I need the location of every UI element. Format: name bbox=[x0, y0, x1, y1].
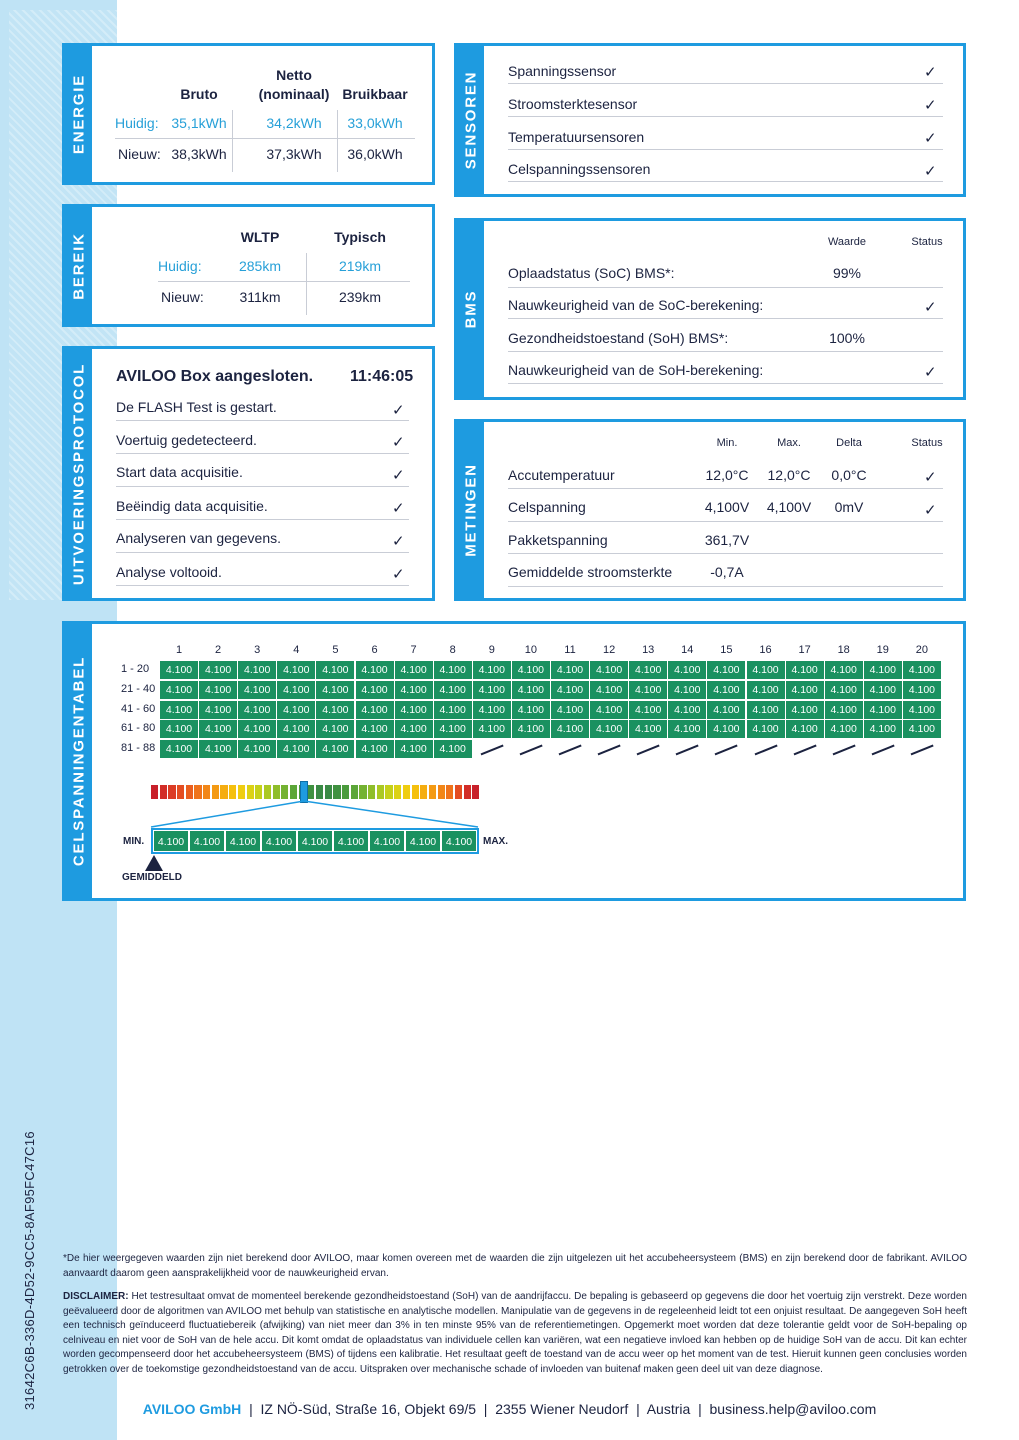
cell-voltage: 4.100 bbox=[707, 701, 745, 719]
bms-col-value: Waarde bbox=[827, 236, 867, 248]
row-label: 1 - 20 bbox=[121, 663, 150, 675]
cell-voltage: 4.100 bbox=[668, 701, 706, 719]
gradient-segment bbox=[290, 785, 297, 799]
column-number: 10 bbox=[524, 644, 538, 656]
cell-voltage: 4.100 bbox=[238, 701, 276, 719]
protocol-panel bbox=[62, 346, 435, 601]
cell-voltage: 4.100 bbox=[864, 701, 902, 719]
cell-voltage: 4.100 bbox=[277, 701, 315, 719]
metingen-title: METINGEN bbox=[462, 463, 479, 557]
scale-cell: 4.100 bbox=[225, 830, 261, 852]
cell-voltage: 4.100 bbox=[629, 681, 667, 699]
column-number: 1 bbox=[175, 644, 183, 656]
energie-new-label: Nieuw: bbox=[118, 146, 161, 162]
column-number: 8 bbox=[449, 644, 456, 656]
bms-soc-label: Oplaadstatus (SoC) BMS*: bbox=[508, 265, 675, 281]
cell-voltage: 4.100 bbox=[160, 661, 198, 679]
sensor-item: Celspanningssensoren bbox=[508, 161, 651, 177]
cell-voltage: 4.100 bbox=[668, 661, 706, 679]
protocol-time: 11:46:05 bbox=[350, 368, 414, 385]
gradient-segment bbox=[316, 785, 323, 799]
cell-voltage: 4.100 bbox=[825, 720, 863, 738]
gradient-segment bbox=[238, 785, 245, 799]
cell-voltage: 4.100 bbox=[277, 740, 315, 758]
column-number: 6 bbox=[371, 644, 378, 656]
scale-cell: 4.100 bbox=[297, 830, 333, 852]
cell-voltage: 4.100 bbox=[864, 681, 902, 699]
empty-cell-dash bbox=[480, 745, 503, 755]
sensor-item: Spanningssensor bbox=[508, 63, 617, 79]
celspanning-panel bbox=[62, 621, 966, 901]
footer-address: | IZ NÖ-Süd, Straße 16, Objekt 69/5 | 2355 Wiener Neudorf | Austria | business.help@aviloo.com bbox=[241, 1401, 877, 1417]
scale-cell: 4.100 bbox=[405, 830, 441, 852]
column-number: 15 bbox=[720, 644, 733, 656]
check-icon: ✓ bbox=[924, 469, 937, 486]
gradient-segment bbox=[359, 785, 366, 799]
gradient-segment bbox=[151, 785, 158, 799]
empty-cell-dash bbox=[598, 745, 621, 755]
footer bbox=[0, 1401, 1019, 1417]
cell-voltage: 4.100 bbox=[160, 720, 198, 738]
energie-current-netto: 34,2kWh bbox=[266, 115, 322, 131]
energie-current-bruto: 35,1kWh bbox=[171, 115, 227, 131]
bms-soc-accuracy-label: Nauwkeurigheid van de SoC-berekening: bbox=[508, 297, 764, 313]
bereik-title: BEREIK bbox=[70, 231, 87, 300]
bereik-current-wltp: 285km bbox=[238, 258, 282, 274]
column-number: 12 bbox=[602, 644, 616, 656]
gradient-segment bbox=[351, 785, 358, 799]
cell-voltage: 4.100 bbox=[238, 661, 276, 679]
column-number: 3 bbox=[254, 644, 261, 656]
scale-row bbox=[151, 828, 479, 854]
cell-voltage: 4.100 bbox=[707, 720, 745, 738]
gradient-segment bbox=[377, 785, 384, 799]
gradient-segment bbox=[394, 785, 401, 799]
gradient-segment bbox=[412, 785, 419, 799]
metingen-row-label: Pakketspanning bbox=[508, 532, 608, 548]
bms-soc-value: 99% bbox=[832, 265, 862, 281]
energie-new-bruikbaar: 36,0kWh bbox=[347, 146, 403, 162]
metingen-min: 4,100V bbox=[704, 499, 750, 515]
gradient-segment bbox=[429, 785, 436, 799]
cell-voltage: 4.100 bbox=[864, 661, 902, 679]
check-icon: ✓ bbox=[924, 364, 937, 381]
bms-soh-accuracy-label: Nauwkeurigheid van de SoH-berekening: bbox=[508, 362, 764, 378]
cell-voltage: 4.100 bbox=[786, 681, 824, 699]
empty-cell-dash bbox=[832, 745, 855, 755]
cell-voltage: 4.100 bbox=[590, 681, 628, 699]
cell-voltage: 4.100 bbox=[786, 701, 824, 719]
protocol-step: Analyseren van gegevens. bbox=[116, 530, 281, 546]
check-icon: ✓ bbox=[924, 299, 937, 316]
column-number: 2 bbox=[215, 644, 222, 656]
empty-cell-dash bbox=[754, 745, 777, 755]
sensor-item: Stroomsterktesensor bbox=[508, 96, 638, 112]
empty-cell-dash bbox=[676, 745, 699, 755]
energie-title: ENERGIE bbox=[70, 73, 87, 155]
gradient-segment bbox=[464, 785, 471, 799]
cell-voltage: 4.100 bbox=[668, 720, 706, 738]
column-number: 11 bbox=[564, 644, 576, 656]
cell-voltage: 4.100 bbox=[160, 701, 198, 719]
energie-tab bbox=[65, 46, 92, 182]
scale-cell: 4.100 bbox=[261, 830, 297, 852]
check-icon: ✓ bbox=[392, 533, 405, 550]
cell-voltage: 4.100 bbox=[160, 740, 198, 758]
cell-voltage: 4.100 bbox=[473, 661, 511, 679]
cell-voltage: 4.100 bbox=[551, 681, 589, 699]
gradient-segment bbox=[385, 785, 392, 799]
bms-soh-label: Gezondheidstoestand (SoH) BMS*: bbox=[508, 330, 729, 346]
cell-voltage: 4.100 bbox=[786, 661, 824, 679]
row-label: 81 - 88 bbox=[121, 742, 156, 755]
empty-cell-dash bbox=[910, 745, 933, 755]
gradient-segment bbox=[281, 785, 288, 799]
gradient-segment bbox=[203, 785, 210, 799]
bms-tab bbox=[457, 221, 484, 397]
gradient-segment bbox=[403, 785, 410, 799]
scale-cell: 4.100 bbox=[441, 830, 477, 852]
column-number: 13 bbox=[642, 644, 655, 656]
check-icon: ✓ bbox=[924, 64, 937, 81]
check-icon: ✓ bbox=[392, 500, 405, 517]
column-number: 20 bbox=[915, 644, 929, 656]
gradient-segment bbox=[212, 785, 219, 799]
cell-voltage: 4.100 bbox=[356, 720, 394, 738]
cell-voltage: 4.100 bbox=[395, 740, 433, 758]
cell-voltage: 4.100 bbox=[434, 720, 472, 738]
cell-voltage: 4.100 bbox=[747, 681, 785, 699]
check-icon: ✓ bbox=[924, 163, 937, 180]
scale-cell: 4.100 bbox=[189, 830, 225, 852]
cell-voltage: 4.100 bbox=[903, 701, 941, 719]
cell-voltage: 4.100 bbox=[199, 661, 237, 679]
cell-voltage: 4.100 bbox=[356, 701, 394, 719]
protocol-step: Start data acquisitie. bbox=[116, 464, 243, 480]
energie-header-bruikbaar: Bruikbaar bbox=[342, 86, 408, 102]
gradient-segment bbox=[160, 785, 167, 799]
cell-voltage: 4.100 bbox=[512, 720, 550, 738]
metingen-row-label: Accutemperatuur bbox=[508, 467, 615, 483]
cell-voltage: 4.100 bbox=[434, 740, 472, 758]
metingen-max: 12,0°C bbox=[767, 467, 811, 483]
cell-voltage: 4.100 bbox=[160, 681, 198, 699]
empty-cell-dash bbox=[871, 745, 894, 755]
cell-voltage: 4.100 bbox=[277, 661, 315, 679]
zoom-lines bbox=[145, 799, 485, 829]
check-icon: ✓ bbox=[924, 130, 937, 147]
bms-panel bbox=[454, 218, 966, 400]
cell-voltage: 4.100 bbox=[668, 681, 706, 699]
gradient-segment bbox=[342, 785, 349, 799]
bms-col-status: Status bbox=[911, 236, 943, 248]
check-icon: ✓ bbox=[924, 502, 937, 519]
gradient-segment bbox=[168, 785, 175, 799]
cell-voltage: 4.100 bbox=[786, 720, 824, 738]
check-icon: ✓ bbox=[924, 97, 937, 114]
cell-voltage: 4.100 bbox=[747, 701, 785, 719]
cell-voltage: 4.100 bbox=[199, 701, 237, 719]
bereik-current-label: Huidig: bbox=[158, 258, 202, 274]
cell-voltage: 4.100 bbox=[512, 661, 550, 679]
protocol-step: Analyse voltooid. bbox=[116, 564, 222, 580]
metingen-min: 361,7V bbox=[704, 532, 750, 548]
cell-voltage: 4.100 bbox=[512, 681, 550, 699]
cell-voltage: 4.100 bbox=[316, 720, 354, 738]
cell-voltage: 4.100 bbox=[825, 701, 863, 719]
energie-current-label: Huidig: bbox=[115, 115, 159, 131]
bereik-panel bbox=[62, 204, 435, 327]
cell-voltage: 4.100 bbox=[434, 681, 472, 699]
metingen-delta: 0,0°C bbox=[831, 467, 867, 483]
cell-voltage: 4.100 bbox=[629, 701, 667, 719]
metingen-col-status: Status bbox=[911, 437, 943, 449]
column-number: 14 bbox=[681, 644, 694, 656]
metingen-min: 12,0°C bbox=[705, 467, 749, 483]
cell-voltage: 4.100 bbox=[434, 661, 472, 679]
check-icon: ✓ bbox=[392, 467, 405, 484]
column-number: 4 bbox=[293, 644, 300, 656]
row-label: 21 - 40 bbox=[121, 682, 156, 695]
cell-voltage: 4.100 bbox=[238, 681, 276, 699]
gradient-segment bbox=[446, 785, 453, 799]
metingen-min: -0,7A bbox=[710, 564, 744, 580]
empty-cell-dash bbox=[637, 745, 660, 755]
energie-new-netto: 37,3kWh bbox=[266, 146, 322, 162]
bereik-current-typisch: 219km bbox=[338, 258, 382, 274]
cell-voltage: 4.100 bbox=[707, 681, 745, 699]
celspanning-title: CELSPANNINGENTABEL bbox=[70, 655, 87, 867]
protocol-tab bbox=[65, 349, 92, 598]
energie-header-bruto: Bruto bbox=[180, 86, 218, 102]
gradient-segment bbox=[455, 785, 462, 799]
cell-voltage: 4.100 bbox=[395, 720, 433, 738]
gradient-segment bbox=[186, 785, 193, 799]
voltage-gradient-bar bbox=[151, 785, 481, 799]
metingen-row-label: Gemiddelde stroomsterkte bbox=[508, 564, 673, 580]
metingen-col-min: Min. bbox=[716, 437, 738, 449]
gradient-segment bbox=[325, 785, 332, 799]
cell-voltage: 4.100 bbox=[629, 720, 667, 738]
disclaimer bbox=[63, 1290, 967, 1377]
gradient-segment bbox=[472, 785, 479, 799]
metingen-tab bbox=[457, 422, 484, 598]
document-id: 31642C6B-336D-4D52-9CC5-8AF95FC47C16 bbox=[22, 1131, 37, 1410]
gradient-segment bbox=[438, 785, 445, 799]
sensoren-panel bbox=[454, 43, 966, 197]
metingen-col-delta: Delta bbox=[836, 437, 862, 449]
metingen-delta: 0mV bbox=[834, 499, 864, 515]
cell-voltage: 4.100 bbox=[395, 661, 433, 679]
disclaimer-text: Het testresultaat omvat de momenteel berekende gezondheidstoestand (SoH) van de aandrijfaccu. De bepaling is gebaseerd op gegevens die door het voertuig zijn verstrekt. Deze worden geëvalueerd door de algoritmen van AVILOO met behulp van statistische en analytische modellen. Manipulatie van de gegevens in de regeleenheid leidt tot een onjuist resultaat. De aangegeven SoH heeft een technisch geïnduceerd fluctuatiebereik (afwijking) van niet meer dan 3% in ten minste 95% van de referentiemetingen. Opgemerkt moet worden dat deze tolerantie geldt voor de SoH-bepaling op celniveau en niet voor de SoH van de hele accu. Dit komt omdat de oplaadstatus van individuele cellen kan variëren, wat een negatieve invloed kan hebben op de huidige SoH van de accu. Dit kan echter worden gecompenseerd door het accubeheersysteem (BMS) of tijdens een kalibratie. Het resultaat geeft de toestand van de accu weer op het moment van de test. Hieruit kunnen geen conclusies worden getrokken over de toekomstige gezondheidstoestand van de accu. Uitspraken over mechanische schade of invloeden van buitenaf maken geen deel uit van deze diagnose. bbox=[63, 1291, 967, 1375]
cell-voltage: 4.100 bbox=[199, 720, 237, 738]
gradient-segment bbox=[247, 785, 254, 799]
cell-voltage: 4.100 bbox=[316, 661, 354, 679]
energie-current-bruikbaar: 33,0kWh bbox=[347, 115, 403, 131]
bms-soh-value: 100% bbox=[829, 330, 865, 346]
column-number: 16 bbox=[759, 644, 772, 656]
cell-voltage: 4.100 bbox=[356, 661, 394, 679]
cell-voltage-grid bbox=[65, 624, 965, 764]
average-label: GEMIDDELD bbox=[122, 872, 182, 883]
scale-min-label: MIN. bbox=[123, 836, 145, 847]
gradient-segment bbox=[220, 785, 227, 799]
metingen-panel bbox=[454, 419, 966, 601]
bereik-header-typisch: Typisch bbox=[334, 229, 386, 245]
cell-voltage: 4.100 bbox=[590, 720, 628, 738]
cell-voltage: 4.100 bbox=[590, 701, 628, 719]
disclaimer-label: DISCLAIMER: bbox=[63, 1291, 129, 1302]
cell-voltage: 4.100 bbox=[747, 720, 785, 738]
bereik-tab bbox=[65, 207, 92, 324]
metingen-row-label: Celspanning bbox=[508, 499, 586, 515]
sensor-item: Temperatuursensoren bbox=[508, 129, 645, 145]
cell-voltage: 4.100 bbox=[316, 681, 354, 699]
cell-voltage: 4.100 bbox=[316, 701, 354, 719]
gradient-segment bbox=[333, 785, 340, 799]
gradient-segment bbox=[194, 785, 201, 799]
metingen-max: 4,100V bbox=[766, 499, 812, 515]
cell-voltage: 4.100 bbox=[747, 661, 785, 679]
gradient-segment bbox=[229, 785, 236, 799]
cell-voltage: 4.100 bbox=[473, 720, 511, 738]
cell-voltage: 4.100 bbox=[903, 681, 941, 699]
footnote: *De hier weergegeven waarden zijn niet berekend door AVILOO, maar komen overeen met de waarden die zijn uitgelezen uit het accubeheersysteem (BMS) en zijn berekend door de fabrikant. AVILOO aanvaardt daarom geen aansprakelijkheid voor de nauwkeurigheid ervan. bbox=[63, 1253, 967, 1279]
cell-voltage: 4.100 bbox=[473, 681, 511, 699]
bms-title: BMS bbox=[462, 289, 479, 329]
cell-voltage: 4.100 bbox=[199, 681, 237, 699]
scale-max-label: MAX. bbox=[483, 836, 508, 847]
gradient-segment bbox=[420, 785, 427, 799]
cell-voltage: 4.100 bbox=[864, 720, 902, 738]
gradient-segment bbox=[273, 785, 280, 799]
energie-header-netto: Netto bbox=[276, 67, 312, 83]
cell-voltage: 4.100 bbox=[238, 740, 276, 758]
empty-cell-dash bbox=[715, 745, 738, 755]
cell-voltage: 4.100 bbox=[551, 720, 589, 738]
cell-voltage: 4.100 bbox=[238, 720, 276, 738]
cell-voltage: 4.100 bbox=[551, 701, 589, 719]
bereik-new-wltp: 311km bbox=[239, 289, 281, 305]
energie-new-bruto: 38,3kWh bbox=[171, 146, 227, 162]
bereik-new-label: Nieuw: bbox=[161, 289, 204, 305]
gradient-segment bbox=[264, 785, 271, 799]
cell-voltage: 4.100 bbox=[825, 681, 863, 699]
sensoren-tab bbox=[457, 46, 484, 194]
column-number: 5 bbox=[332, 644, 339, 656]
cell-voltage: 4.100 bbox=[707, 661, 745, 679]
empty-cell-dash bbox=[519, 745, 542, 755]
cell-voltage: 4.100 bbox=[395, 701, 433, 719]
bereik-header-wltp: WLTP bbox=[240, 229, 280, 245]
gradient-segment bbox=[307, 785, 314, 799]
scale-cell: 4.100 bbox=[153, 830, 189, 852]
protocol-step: Voertuig gedetecteerd. bbox=[116, 432, 257, 448]
cell-voltage: 4.100 bbox=[199, 740, 237, 758]
check-icon: ✓ bbox=[392, 434, 405, 451]
cell-voltage: 4.100 bbox=[356, 740, 394, 758]
column-number: 9 bbox=[488, 644, 495, 656]
column-number: 7 bbox=[410, 644, 417, 656]
energie-panel bbox=[62, 43, 435, 185]
row-label: 41 - 60 bbox=[121, 702, 156, 715]
check-icon: ✓ bbox=[392, 566, 405, 583]
gradient-segment bbox=[368, 785, 375, 799]
column-number: 19 bbox=[876, 644, 889, 656]
protocol-step: Beëindig data acquisitie. bbox=[116, 498, 268, 514]
scale-cell: 4.100 bbox=[333, 830, 369, 852]
scale-cell: 4.100 bbox=[369, 830, 405, 852]
cell-voltage: 4.100 bbox=[434, 701, 472, 719]
average-marker-icon bbox=[145, 855, 163, 871]
cell-voltage: 4.100 bbox=[277, 720, 315, 738]
column-number: 17 bbox=[798, 644, 811, 656]
cell-voltage: 4.100 bbox=[512, 701, 550, 719]
empty-cell-dash bbox=[793, 745, 816, 755]
cell-voltage: 4.100 bbox=[825, 661, 863, 679]
cell-voltage: 4.100 bbox=[395, 681, 433, 699]
cell-voltage: 4.100 bbox=[590, 661, 628, 679]
cell-voltage: 4.100 bbox=[356, 681, 394, 699]
cell-voltage: 4.100 bbox=[473, 701, 511, 719]
cell-voltage: 4.100 bbox=[903, 720, 941, 738]
metingen-col-max: Max. bbox=[777, 437, 801, 449]
footer-company: AVILOO GmbH bbox=[142, 1401, 242, 1417]
cell-voltage: 4.100 bbox=[551, 661, 589, 679]
energie-header-netto-sub: (nominaal) bbox=[258, 86, 330, 102]
gradient-segment bbox=[255, 785, 262, 799]
empty-cell-dash bbox=[559, 745, 582, 755]
cell-voltage: 4.100 bbox=[277, 681, 315, 699]
gradient-segment bbox=[177, 785, 184, 799]
check-icon: ✓ bbox=[392, 402, 405, 419]
row-label: 61 - 80 bbox=[121, 722, 156, 735]
sensoren-title: SENSOREN bbox=[462, 70, 479, 170]
protocol-step: De FLASH Test is gestart. bbox=[116, 399, 277, 415]
cell-voltage: 4.100 bbox=[903, 661, 941, 679]
cell-voltage: 4.100 bbox=[316, 740, 354, 758]
cell-voltage: 4.100 bbox=[629, 661, 667, 679]
protocol-heading: AVILOO Box aangesloten. bbox=[116, 368, 314, 385]
column-number: 18 bbox=[837, 644, 850, 656]
bereik-new-typisch: 239km bbox=[338, 289, 382, 305]
protocol-title: UITVOERINGSPROTOCOL bbox=[70, 362, 87, 585]
